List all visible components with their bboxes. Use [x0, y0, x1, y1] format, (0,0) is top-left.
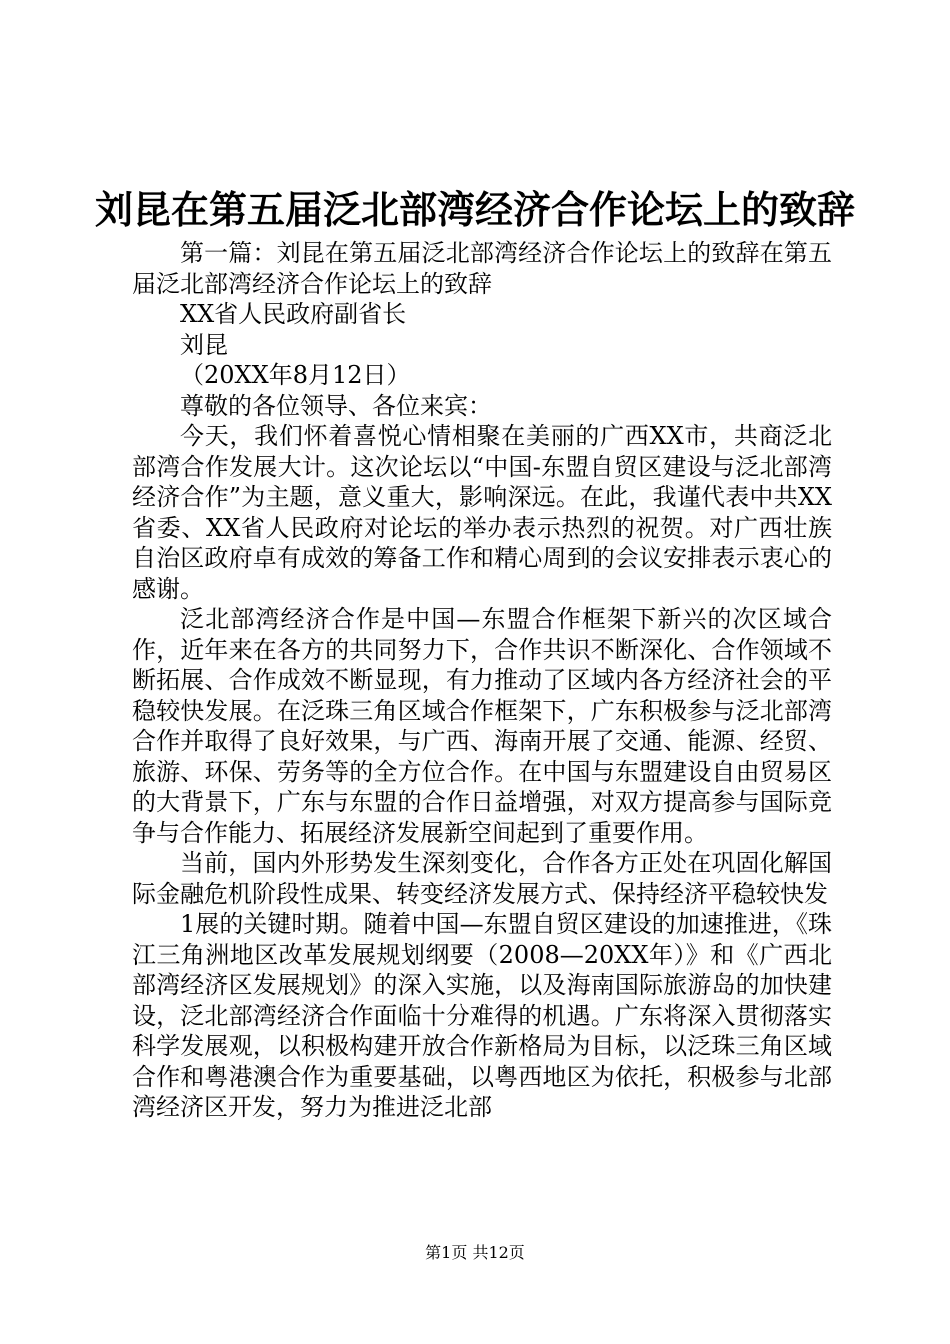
paragraph-position: XX省人民政府副省长: [180, 300, 407, 328]
paragraph-body: 今天，我们怀着喜悦心情相聚在美丽的广西XX市，共商泛北部湾合作发展大计。这次论坛以“中国-东盟自贸区建设与泛北部湾经济合作”为主题，意义重大，影响深远。在此，我谨代表中共XX省委、XX省人民政府对论坛的举办表示热烈的祝贺。对广西壮族自治区政府卓有成效的筹备工作和精心周到的会议安排表示衷心的感谢。: [132, 422, 832, 603]
paragraph-date: （20XX年8月12日）: [180, 361, 411, 389]
page-footer: 第1页 共12页: [425, 1243, 525, 1262]
paragraph-speaker: 刘昆: [180, 330, 228, 359]
paragraph-salutation: 尊敬的各位领导、各位来宾：: [180, 391, 492, 420]
paragraph-body: 泛北部湾经济合作是中国—东盟合作框架下新兴的次区域合作，近年来在各方的共同努力下，合作共识不断深化、合作领域不断拓展、合作成效不断显现，有力推动了区域内各方经济社会的平稳较快发展。在泛珠三角区域合作框架下，广东积极参与泛北部湾合作并取得了良好效果，与广西、海南开展了交通、能源、经贸、旅游、环保、劳务等的全方位合作。在中国与东盟建设自由贸易区的大背景下，广东与东盟的合作日益增强，对双方提高参与国际竞争与合作能力、拓展经济发展新空间起到了重要作用。: [132, 605, 832, 847]
document-body: [132, 238, 832, 1123]
paragraph-body: 当前，国内外形势发生深刻变化，合作各方正处在巩固化解国际金融危机阶段性成果、转变经济发展方式、保持经济平稳较快发: [132, 849, 832, 908]
paragraph-body: 1展的关键时期。随着中国—东盟自贸区建设的加速推进，《珠江三角洲地区改革发展规划纲要（2008—20XX年）》和《广西北部湾经济区发展规划》的深入实施，以及海南国际旅游岛的加快建设，泛北部湾经济合作面临十分难得的机遇。广东将深入贯彻落实科学发展观，以积极构建开放合作新格局为目标，以泛珠三角区域合作和粤港澳合作为重要基础，以粤西地区为依托，积极参与北部湾经济区开发，努力为推进泛北部: [132, 910, 832, 1121]
document-title: 刘昆在第五届泛北部湾经济合作论坛上的致辞: [94, 187, 855, 232]
paragraph-intro: 第一篇：刘昆在第五届泛北部湾经济合作论坛上的致辞在第五届泛北部湾经济合作论坛上的致辞: [132, 239, 832, 298]
